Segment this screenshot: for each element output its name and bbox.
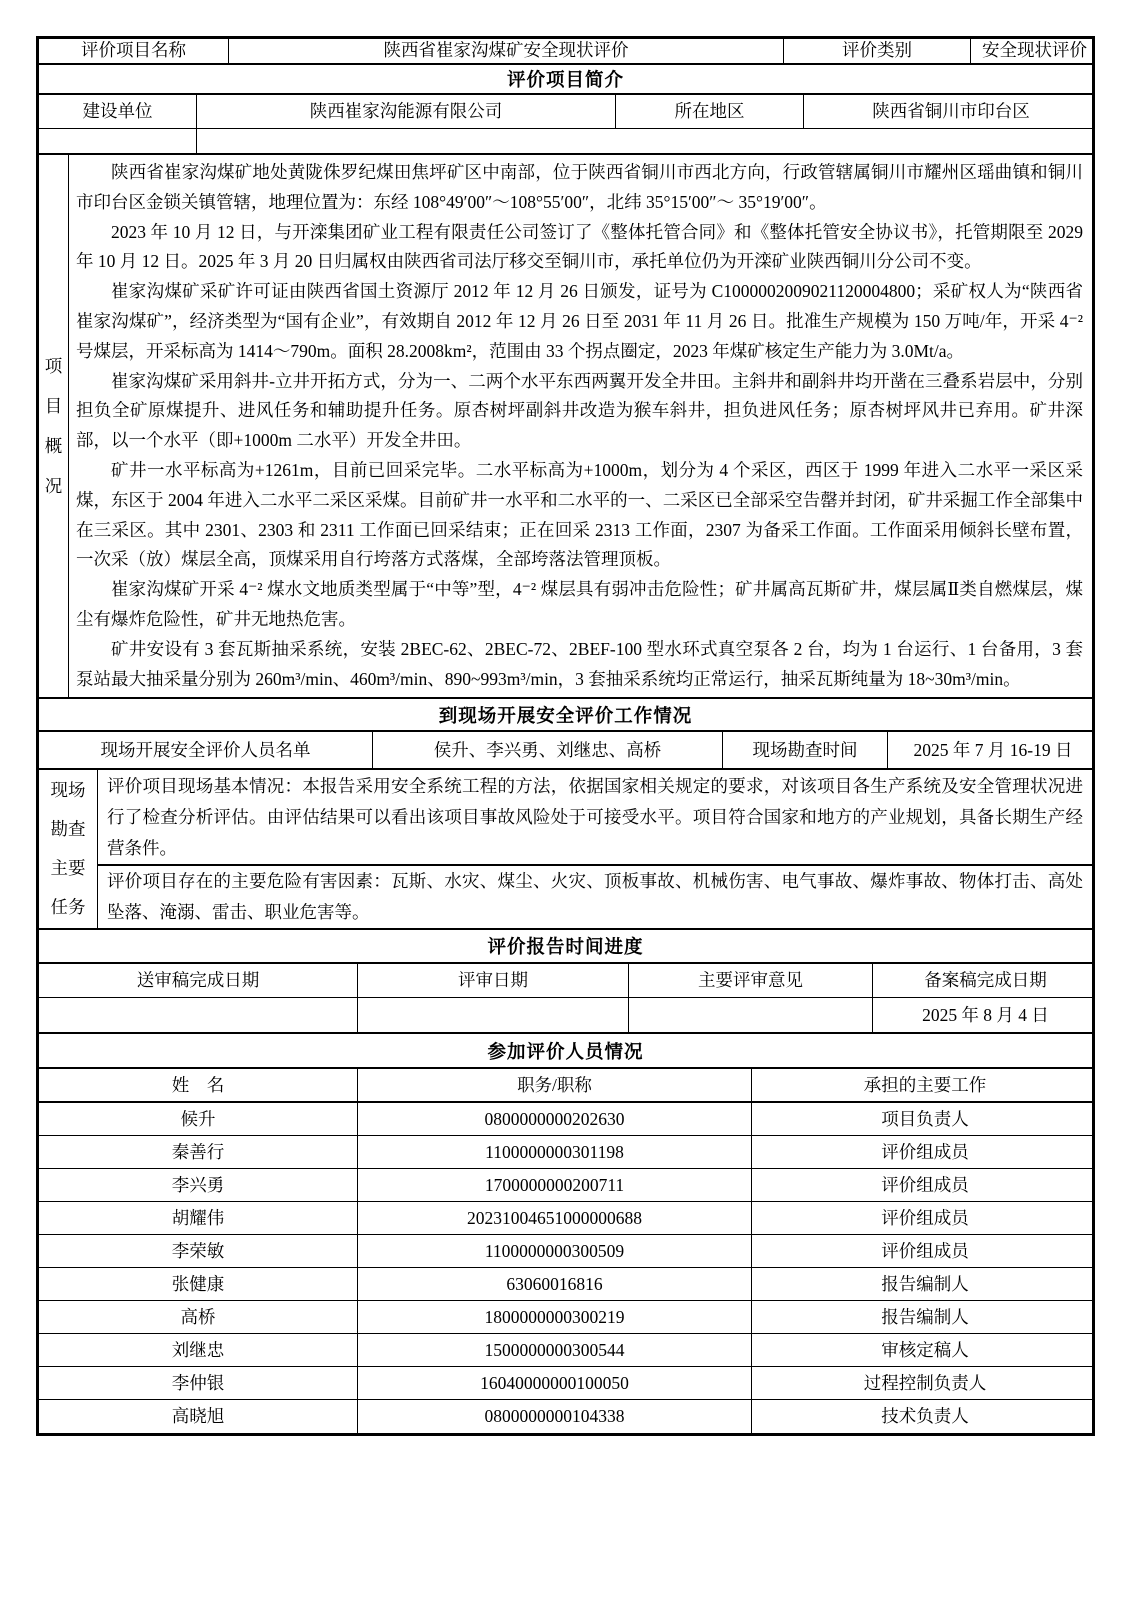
- category-value: 安全现状评价: [982, 40, 1087, 61]
- overview-paragraph: 矿井一水平标高为+1261m，目前已回采完毕。二水平标高为+1000m，划分为 4 个采区，西区于 1999 年进入二水平一采区采煤，东区于 2004 年进入二水平二采区采煤。目前矿井一水平和二水平的一、二采区已全部采空告罄并封闭，矿井采掘工作全部集中在三采区。其中 2301、2303 和 2311 工作面已回采结束；正在回采 2313 工作面，2307 为备采工作面。工作面采用倾斜长壁布置，一次采（放）煤层全高，顶煤采用自行垮落方式落煤，全部垮落法管理顶板。: [76, 459, 1083, 570]
- person-role: 报告编制人: [881, 1306, 969, 1327]
- person-name: 秦善行: [39, 1136, 358, 1168]
- builder-label: 建设单位: [39, 95, 197, 128]
- project-name-label: 评价项目名称: [39, 39, 229, 63]
- empty-cell-right: [197, 129, 1098, 153]
- survey-time-label: 现场勘查时间: [723, 732, 888, 768]
- schedule-value-draft: [39, 998, 358, 1032]
- project-title-row: [39, 39, 1092, 65]
- builder-value: 陕西崔家沟能源有限公司: [197, 95, 616, 128]
- schedule-header-row: [39, 964, 1092, 998]
- schedule-header-review-date: 评审日期: [358, 964, 629, 997]
- person-title: 20231004651000000688: [358, 1202, 752, 1234]
- person-role: 审核定稿人: [881, 1339, 969, 1360]
- table-row: [39, 1301, 1092, 1334]
- overview-paragraph: 崔家沟煤矿采用斜井-立井开拓方式，分为一、二两个水平东西两翼开发全井田。主斜井和副斜井均开凿在三叠系岩层中，分别担负全矿原煤提升、进风任务和辅助提升任务。原杏树坪副斜井改造为猴车斜井，担负进风任务；原杏树坪风井已弃用。矿井深部，以一个水平（即+1000m 二水平）开发全井田。: [76, 370, 1083, 451]
- section-header-schedule: 评价报告时间进度: [39, 930, 1092, 964]
- site-team-row: [39, 732, 1092, 770]
- person-name: 李兴勇: [39, 1169, 358, 1201]
- schedule-value-row: [39, 998, 1092, 1034]
- person-role: 评价组成员: [881, 1207, 969, 1228]
- schedule-header-review-opinion: 主要评审意见: [629, 964, 873, 997]
- person-name: 胡耀伟: [39, 1202, 358, 1234]
- task-hazards-cell: [98, 866, 1092, 928]
- person-title: 1500000000300544: [358, 1334, 752, 1366]
- overview-paragraph: 2023 年 10 月 12 日，与开滦集团矿业工程有限责任公司签订了《整体托管合同》和《整体托管安全协议书》，托管期限至 2029 年 10 月 12 日。2025 年 3 月 20 日归属权由陕西省司法厅移交至铜川市，承托单位仍为开滦矿业陕西铜川分公司不变。: [76, 221, 1083, 272]
- section-header-intro: 评价项目简介: [39, 65, 1092, 95]
- survey-tasks-label-cell: [39, 770, 98, 928]
- person-role: 报告编制人: [881, 1273, 969, 1294]
- person-name: 候升: [39, 1103, 358, 1135]
- section-header-personnel: 参加评价人员情况: [39, 1034, 1092, 1069]
- table-row: [39, 1136, 1092, 1169]
- overview-paragraph: 陕西省崔家沟煤矿地处黄陇侏罗纪煤田焦坪矿区中南部，位于陕西省铜川市西北方向，行政管辖属铜川市耀州区瑶曲镇和铜川市印台区金锁关镇管辖，地理位置为：东经 108°49′00″～108°55′00″，北纬 35°15′00″～ 35°19′00″。: [76, 162, 1083, 212]
- table-row: [39, 1202, 1092, 1235]
- person-role: 评价组成员: [881, 1141, 969, 1162]
- person-name: 高晓旭: [39, 1400, 358, 1433]
- person-role: 技术负责人: [881, 1406, 969, 1427]
- person-title: 63060016816: [358, 1268, 752, 1300]
- person-role: 评价组成员: [881, 1240, 969, 1261]
- person-title: 1700000000200711: [358, 1169, 752, 1201]
- person-title: 0800000000104338: [358, 1400, 752, 1433]
- project-overview-content: [69, 155, 1092, 697]
- task-hazards-text: 评价项目存在的主要危险有害因素：瓦斯、水灾、煤尘、火灾、顶板事故、机械伤害、电气事故、爆炸事故、物体打击、高处坠落、淹溺、雷击、职业危害等。: [107, 871, 1083, 923]
- person-title: 1800000000300219: [358, 1301, 752, 1333]
- task-basic-text: 评价项目现场基本情况：本报告采用安全系统工程的方法，依据国家相关规定的要求，对该项目各生产系统及安全管理状况进行了检查分析评估。由评估结果可以看出该项目事故风险处于可接受水平。项目符合国家和地方的产业规划，具备长期生产经营条件。: [107, 775, 1083, 858]
- personnel-header-role: 承担的主要工作: [863, 1074, 987, 1095]
- survey-tasks-section: [39, 770, 1092, 930]
- project-overview-section: [39, 155, 1092, 699]
- schedule-value-review-date: [358, 998, 629, 1032]
- survey-time-value: 2025 年 7 月 16-19 日: [913, 739, 1073, 760]
- person-name: 张健康: [39, 1268, 358, 1300]
- table-row: [39, 1367, 1092, 1400]
- schedule-header-record: 备案稿完成日期: [924, 970, 1047, 991]
- person-title: 0800000000202630: [358, 1103, 752, 1135]
- project-overview-label-cell: [39, 155, 69, 697]
- survey-tasks-label: 现场勘查主要任务: [50, 780, 86, 918]
- person-title: 1100000000301198: [358, 1136, 752, 1168]
- person-role: 评价组成员: [881, 1174, 969, 1195]
- table-row: [39, 1235, 1092, 1268]
- person-role: 项目负责人: [881, 1108, 969, 1129]
- survey-tasks-content: [98, 770, 1092, 928]
- empty-cell-left: [39, 129, 197, 153]
- person-name: 李仲银: [39, 1367, 358, 1399]
- person-title: 16040000000100050: [358, 1367, 752, 1399]
- project-name-value: 陕西省崔家沟煤矿安全现状评价: [229, 39, 784, 63]
- region-label: 所在地区: [616, 95, 804, 128]
- builder-region-row: [39, 95, 1092, 129]
- schedule-header-draft: 送审稿完成日期: [39, 964, 358, 997]
- project-overview-label: 项目概况: [44, 356, 63, 497]
- overview-paragraph: 矿井安设有 3 套瓦斯抽采系统，安装 2BEC-62、2BEC-72、2BEF-100 型水环式真空泵各 2 台，均为 1 台运行、1 台备用，3 套泵站最大抽采量分别为 260m³/min、460m³/min、890~993m³/min，3 套抽采系统均正常运行，抽采瓦斯纯量为 18~30m³/min。: [76, 638, 1083, 689]
- category-label: 评价类别: [784, 39, 971, 63]
- evaluation-form-table: [36, 36, 1095, 1436]
- person-title: 1100000000300509: [358, 1235, 752, 1267]
- empty-spacer-row: [39, 129, 1092, 155]
- schedule-value-review-opinion: [629, 998, 873, 1032]
- person-name: 李荣敏: [39, 1235, 358, 1267]
- person-name: 高桥: [39, 1301, 358, 1333]
- team-list-value: 侯升、李兴勇、刘继忠、高桥: [373, 732, 723, 768]
- team-list-label: 现场开展安全评价人员名单: [39, 732, 373, 768]
- personnel-header-name: 姓 名: [39, 1069, 358, 1101]
- table-row: [39, 1400, 1092, 1433]
- overview-paragraph: 崔家沟煤矿开采 4⁻² 煤水文地质类型属于“中等”型，4⁻² 煤层具有弱冲击危险性；矿井属高瓦斯矿井，煤层属Ⅱ类自燃煤层，煤尘有爆炸危险性，矿井无地热危害。: [76, 579, 1083, 629]
- schedule-value-record: 2025 年 8 月 4 日: [922, 1004, 1049, 1025]
- table-row: [39, 1268, 1092, 1301]
- table-row: [39, 1103, 1092, 1136]
- overview-paragraph: 崔家沟煤矿采矿许可证由陕西省国土资源厅 2012 年 12 月 26 日颁发，证号为 C1000002009021120004800；采矿权人为“陕西省崔家沟煤矿”，经济类型为“国有企业”，有效期自 2012 年 12 月 26 日至 2031 年 11 月 26 日。批准生产规模为 150 万吨/年，开采 4⁻² 号煤层，开采标高为 1414～790m。面积 28.2008km²，范围由 33 个拐点圈定，2023 年煤矿核定生产能力为 3.0Mt/a。: [76, 281, 1083, 361]
- table-row: [39, 1334, 1092, 1367]
- task-basic-cell: [98, 770, 1092, 866]
- person-name: 刘继忠: [39, 1334, 358, 1366]
- table-row: [39, 1169, 1092, 1202]
- region-value: 陕西省铜川市印台区: [872, 100, 1030, 121]
- personnel-header-row: [39, 1069, 1092, 1103]
- person-role: 过程控制负责人: [863, 1372, 987, 1393]
- section-header-site-work: 到现场开展安全评价工作情况: [39, 699, 1092, 732]
- personnel-header-title: 职务/职称: [358, 1069, 752, 1101]
